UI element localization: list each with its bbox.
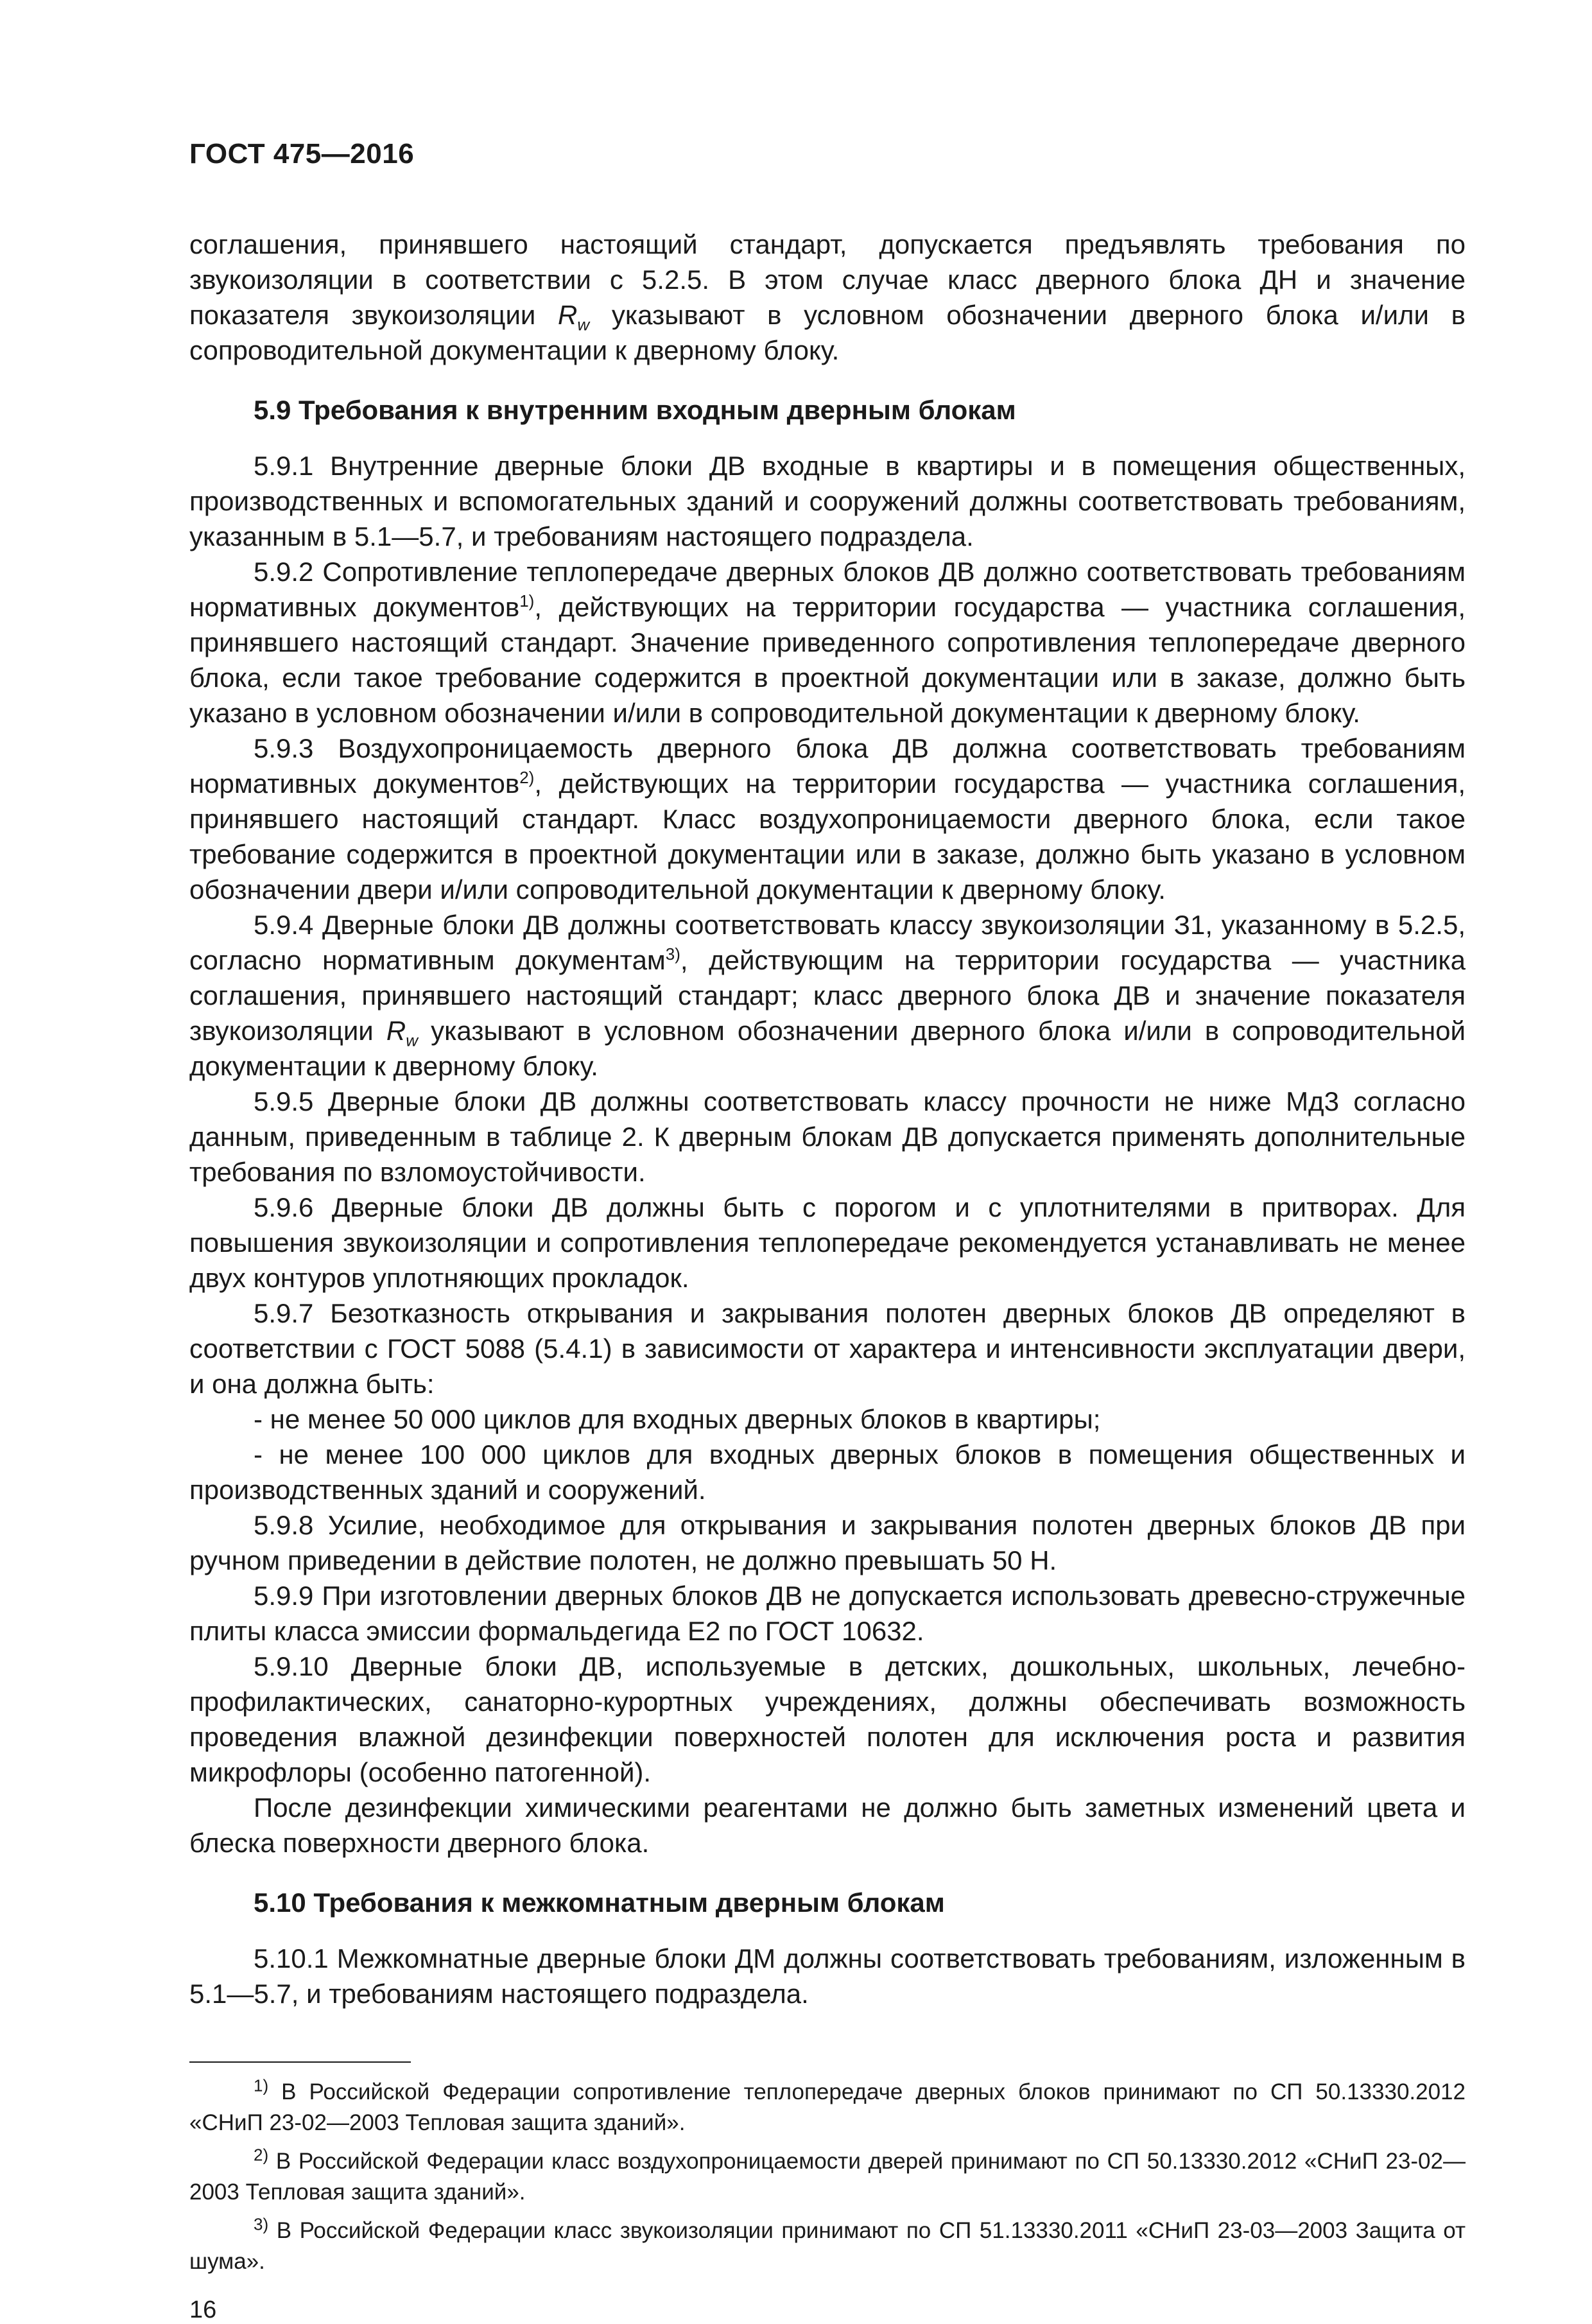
- text-run: , действующих на территории государства — участника соглашения, принявшего настоящий стандарт. Значение приведенного сопротивления теплопередаче дверного блока, если такое требование содержится в проектной документации или в заказе, должно быть указано в условном обозначении и/или в сопроводительной документации к дверному блоку.: [189, 592, 1466, 728]
- rw-subscript: w: [406, 1030, 418, 1050]
- page-number: 16: [189, 2296, 217, 2323]
- footnotes: [189, 2077, 1466, 2277]
- text-run: , действующим на территории государства — участника соглашения, принявшего настоящий стандарт; класс дверного блока ДВ и значение показателя звукоизоляции: [189, 945, 1466, 1046]
- footnote-mark: 2): [254, 2145, 269, 2165]
- text-run: 5.9.4 Дверные блоки ДВ должны соответствовать классу звукоизоляции З1, указанному в 5.2.5, согласно нормативным документам: [189, 910, 1466, 975]
- list-item: - не менее 100 000 циклов для входных дверных блоков в помещения общественных и производственных зданий и сооружений.: [189, 1439, 1466, 1505]
- paragraph-5-9-2: [189, 554, 1466, 731]
- document-page: [189, 138, 1466, 2324]
- paragraph-5-9-7: 5.9.7 Безотказность открывания и закрывания полотен дверных блоков ДВ определяют в соответствии с ГОСТ 5088 (5.4.1) в зависимости от характера и интенсивности эксплуатации двери, и она должна быть:: [189, 1298, 1466, 1399]
- paragraph-5-9-1: 5.9.1 Внутренние дверные блоки ДВ входные в квартиры и в помещения общественных, производственных и вспомогательных зданий и сооружений должны соответствовать требованиям, указанным в 5.1—5.7, и требованиям настоящего подраздела.: [189, 451, 1466, 551]
- paragraph-5-9-10-b: После дезинфекции химическими реагентами не должно быть заметных изменений цвета и блеска поверхности дверного блока.: [189, 1792, 1466, 1858]
- paragraph-continuation: [189, 227, 1466, 368]
- paragraph-5-9-9: 5.9.9 При изготовлении дверных блоков ДВ не допускается использовать древесно-стружечные плиты класса эмиссии формальдегида Е2 по ГОСТ 10632.: [189, 1581, 1466, 1646]
- text-run: указывают в условном обозначении дверного блока и/или в сопроводительной документации к дверному блоку.: [189, 300, 1466, 365]
- footnote-ref-3: 3): [665, 944, 680, 964]
- footnote-ref-1: 1): [519, 591, 535, 611]
- footnote-text: В Российской Федерации класс воздухопроницаемости дверей принимают по СП 50.13330.2012 «СНиП 23-02—2003 Тепловая защита зданий».: [189, 2149, 1466, 2205]
- text-run: указывают в условном обозначении дверного блока и/или в сопроводительной документации к дверному блоку.: [189, 1016, 1466, 1081]
- paragraph-5-9-8: 5.9.8 Усилие, необходимое для открывания и закрывания полотен дверных блоков ДВ при ручном приведении в действие полотен, не должно превышать 50 Н.: [189, 1510, 1466, 1575]
- footnote-mark: 1): [254, 2076, 269, 2095]
- footnote-1: [189, 2077, 1466, 2138]
- rw-subscript: w: [577, 315, 590, 334]
- paragraph-5-9-5: 5.9.5 Дверные блоки ДВ должны соответствовать классу прочности не ниже Мд3 согласно данным, приведенным в таблице 2. К дверным блокам ДВ допускается применять дополнительные требования по взломоустойчивости.: [189, 1086, 1466, 1187]
- footnote-divider: [189, 2061, 411, 2063]
- footnote-mark: 3): [254, 2214, 269, 2234]
- paragraph-5-9-10: 5.9.10 Дверные блоки ДВ, используемые в детских, дошкольных, школьных, лечебно-профилактических, санаторно-курортных учреждениях, должны обеспечивать возможность проведения влажной дезинфекции поверхностей полотен для исключения роста и развития микрофлоры (особенно патогенной).: [189, 1651, 1466, 1787]
- section-title-5-9: 5.9 Требования к внутренним входным дверным блокам: [254, 395, 1016, 425]
- paragraph-5-10-1: 5.10.1 Межкомнатные дверные блоки ДМ должны соответствовать требованиям, изложенным в 5.1—5.7, и требованиям настоящего подраздела.: [189, 1943, 1466, 2009]
- list-item: - не менее 50 000 циклов для входных дверных блоков в квартиры;: [254, 1404, 1101, 1434]
- document-header: ГОСТ 475—2016: [189, 138, 415, 169]
- paragraph-5-9-6: 5.9.6 Дверные блоки ДВ должны быть с порогом и с уплотнителями в притворах. Для повышения звукоизоляции и сопротивления теплопередаче рекомендуется устанавливать не менее двух контуров уплотняющих прокладок.: [189, 1192, 1466, 1293]
- footnote-text: В Российской Федерации сопротивление теплопередаче дверных блоков принимают по СП 50.13330.2012 «СНиП 23-02—2003 Тепловая защита зданий».: [189, 2079, 1466, 2135]
- rw-symbol: R: [386, 1016, 406, 1046]
- footnote-ref-2: 2): [519, 768, 535, 787]
- text-run: 5.9.2 Сопротивление теплопередаче дверных блоков ДВ должно соответствовать требованиям нормативных документов: [189, 557, 1466, 622]
- footnote-3: [189, 2216, 1466, 2277]
- text-run: 5.9.3 Воздухопроницаемость дверного блока ДВ должна соответствовать требованиям нормативных документов: [189, 733, 1466, 799]
- paragraph-5-9-4: [189, 907, 1466, 1084]
- footnote-2: [189, 2146, 1466, 2208]
- rw-symbol: R: [558, 300, 578, 330]
- text-run: соглашения, принявшего настоящий стандарт, допускается предъявлять требования по звукоизоляции в соответствии с 5.2.5. В этом случае класс дверного блока ДН и значение показателя звукоизоляции: [189, 229, 1466, 330]
- text-run: , действующих на территории государства — участника соглашения, принявшего настоящий стандарт. Класс воздухопроницаемости дверного блока, если такое требование содержится в проектной документации или в заказе, должно быть указано в условном обозначении двери и/или сопроводительной документации к дверному блоку.: [189, 768, 1466, 905]
- footnote-text: В Российской Федерации класс звукоизоляции принимают по СП 51.13330.2011 «СНиП 23-03—2003 Защита от шума».: [189, 2218, 1466, 2274]
- paragraph-5-9-3: [189, 731, 1466, 907]
- document-body: [189, 227, 1466, 2011]
- section-title-5-10: 5.10 Требования к межкомнатным дверным блокам: [254, 1887, 945, 1918]
